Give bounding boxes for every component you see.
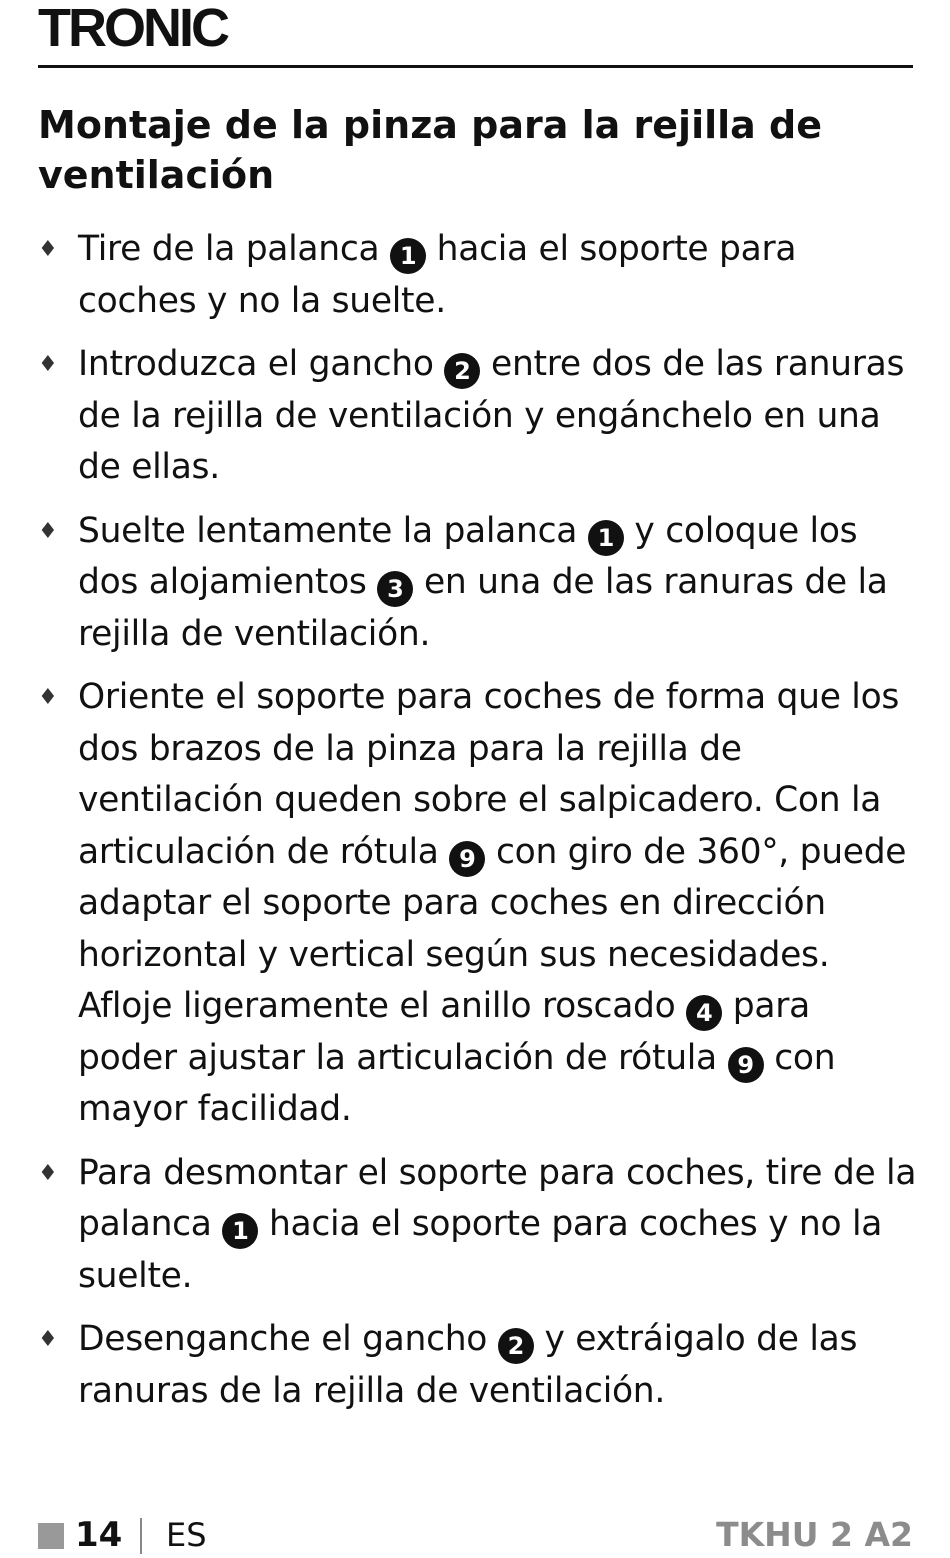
instruction-text-segment: Tire de la palanca (78, 229, 391, 269)
instruction-text-segment: con mayor facilidad. (78, 1037, 836, 1129)
part-reference-badge: 4 (686, 995, 722, 1031)
instruction-item (38, 1314, 918, 1417)
instruction-text-segment: Suelte lentamente la palanca (78, 510, 588, 551)
model-number: TKHU 2 A2 (716, 1515, 913, 1554)
instruction-text-segment: Para desmontar el soporte para coches, tire de la palanca (78, 1152, 917, 1244)
footer-divider (140, 1518, 142, 1554)
instruction-list (38, 224, 918, 1429)
part-reference-badge: 2 (498, 1328, 534, 1364)
language-code: ES (166, 1516, 207, 1554)
instruction-item (38, 1148, 918, 1303)
part-reference-badge: 9 (449, 841, 485, 877)
diamond-bullet-icon: ♦ (38, 1160, 58, 1186)
page-footer (38, 1512, 913, 1557)
part-reference-badge: 2 (444, 353, 480, 389)
instruction-text-segment: Oriente el soporte para coches de forma que los dos brazos de la pinza para la rejilla de ventilación queden sobre el salpicadero. Con la articulación de rótula (78, 677, 900, 872)
instruction-text (78, 1314, 918, 1417)
instruction-item (38, 506, 918, 661)
instruction-text-segment: hacia el soporte para coches y no la suelte. (78, 229, 797, 321)
brand-logo: TRONIC (38, 0, 227, 58)
diamond-bullet-icon: ♦ (38, 352, 58, 377)
instruction-text-segment: hacia el soporte para coches y no la suelte. (78, 1204, 883, 1296)
header-rule (38, 65, 913, 68)
instruction-item (38, 672, 918, 1136)
footer-square-marker (38, 1523, 64, 1549)
part-reference-badge: 9 (728, 1047, 764, 1083)
instruction-text (78, 224, 918, 327)
instruction-text (78, 506, 918, 661)
instruction-text-segment: y extráigalo de las ranuras de la rejilla de ventilación. (78, 1319, 858, 1411)
diamond-bullet-icon: ♦ (38, 237, 58, 262)
instruction-text-segment: y coloque los dos alojamientos (78, 510, 858, 602)
instruction-text-segment: con giro de 360°, puede adaptar el soporte para coches en dirección horizontal y vertical según sus necesidades. Afloje ligeramente el anillo roscado (78, 831, 907, 1026)
part-reference-badge: 3 (377, 571, 413, 607)
instruction-text (78, 672, 918, 1136)
instruction-text-segment: Desenganche el gancho (78, 1319, 498, 1359)
instruction-text-segment: Introduzca el gancho (78, 344, 445, 384)
instruction-text-segment: en una de las ranuras de la rejilla de ventilación. (78, 562, 888, 654)
instruction-text-segment: para poder ajustar la articulación de rótula (78, 986, 810, 1078)
part-reference-badge: 1 (390, 238, 426, 274)
section-heading: Montaje de la pinza para la rejilla de ventilación (38, 103, 822, 197)
part-reference-badge: 1 (222, 1213, 258, 1249)
diamond-bullet-icon: ♦ (38, 685, 58, 710)
instruction-text (78, 339, 918, 494)
diamond-bullet-icon: ♦ (38, 518, 58, 544)
instruction-item (38, 339, 918, 494)
instruction-item (38, 224, 918, 327)
part-reference-badge: 1 (588, 520, 624, 556)
diamond-bullet-icon: ♦ (38, 1327, 58, 1352)
page-number: 14 (75, 1515, 123, 1555)
instruction-text-segment: entre dos de las ranuras de la rejilla de ventilación y engánchelo en una de ellas. (78, 344, 905, 487)
instruction-text (78, 1148, 918, 1303)
